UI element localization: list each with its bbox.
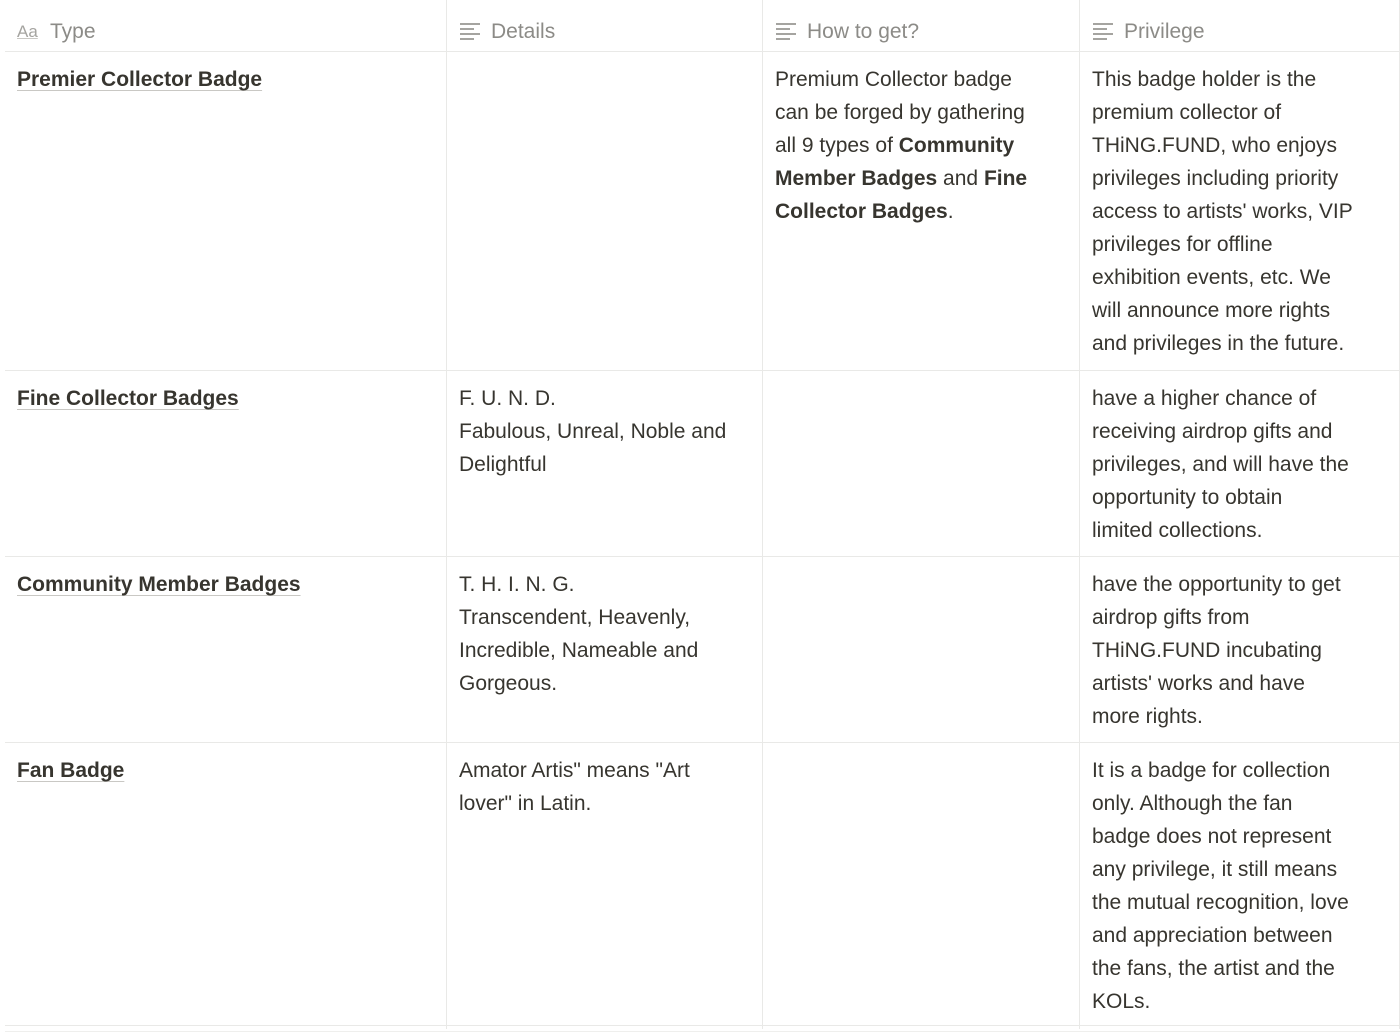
- text-line: THiNG.FUND, who enjoys: [1092, 134, 1338, 157]
- details-cell[interactable]: [447, 52, 763, 370]
- text-line: more rights.: [1092, 705, 1203, 728]
- how-to-get-cell[interactable]: [763, 743, 1080, 1029]
- text-line: and privileges in the future.: [1092, 332, 1345, 355]
- text-line: artists' works and have: [1092, 672, 1305, 695]
- column-header-how-to-get[interactable]: [763, 0, 1080, 51]
- type-cell[interactable]: [5, 743, 447, 1029]
- text-line: have the opportunity to get: [1092, 573, 1341, 596]
- row-title-link[interactable]: Premier Collector Badge: [17, 68, 263, 91]
- text-line: Incredible, Nameable and: [459, 639, 699, 662]
- text-line: and appreciation between: [1092, 924, 1333, 947]
- text-line: F. U. N. D.: [459, 387, 556, 410]
- text-line: all 9 types of Community: [775, 134, 1015, 157]
- column-header-privilege[interactable]: [1080, 0, 1400, 51]
- table-footer-divider: [5, 1031, 1400, 1032]
- text-line: any privilege, it still means: [1092, 858, 1338, 881]
- text-line: access to artists' works, VIP: [1092, 200, 1353, 223]
- text-lines-icon: [1092, 22, 1114, 40]
- text-line: opportunity to obtain: [1092, 486, 1283, 509]
- text-line: exhibition events, etc. We: [1092, 266, 1331, 289]
- type-cell[interactable]: [5, 371, 447, 556]
- text-line: Fabulous, Unreal, Noble and: [459, 420, 727, 443]
- text-line: Transcendent, Heavenly,: [459, 606, 691, 629]
- how-to-get-cell[interactable]: [763, 371, 1080, 556]
- table-row: [5, 52, 1400, 371]
- text-line: T. H. I. N. G.: [459, 573, 575, 596]
- text-line: privileges for offline: [1092, 233, 1273, 256]
- text-line: the mutual recognition, love: [1092, 891, 1349, 914]
- table-row: [5, 371, 1400, 557]
- row-title-link[interactable]: Community Member Badges: [17, 573, 301, 596]
- how-to-get-cell[interactable]: [763, 557, 1080, 742]
- text-line: receiving airdrop gifts and: [1092, 420, 1333, 443]
- text-line: airdrop gifts from: [1092, 606, 1250, 629]
- text-lines-icon: [459, 22, 481, 40]
- details-cell[interactable]: [447, 557, 763, 742]
- text-line: limited collections.: [1092, 519, 1263, 542]
- privilege-cell[interactable]: [1080, 743, 1400, 1029]
- text-line: Amator Artis" means "Art: [459, 759, 690, 782]
- privilege-cell[interactable]: [1080, 52, 1400, 370]
- column-header-label: Type: [50, 19, 96, 43]
- type-cell[interactable]: [5, 52, 447, 370]
- text-line: Gorgeous.: [459, 672, 558, 695]
- text-line: Delightful: [459, 453, 547, 476]
- text-line: Premium Collector badge: [775, 68, 1012, 91]
- text-property-icon: Aa: [17, 22, 38, 41]
- table-row: [5, 557, 1400, 743]
- privilege-cell[interactable]: [1080, 557, 1400, 742]
- column-header-details[interactable]: [447, 0, 763, 51]
- row-title-link[interactable]: Fan Badge: [17, 759, 125, 782]
- text-line: will announce more rights: [1092, 299, 1331, 322]
- row-title-link[interactable]: Fine Collector Badges: [17, 387, 239, 410]
- table-header-row: [5, 0, 1400, 52]
- text-line: privileges, and will have the: [1092, 453, 1349, 476]
- privilege-cell[interactable]: [1080, 371, 1400, 556]
- details-cell[interactable]: [447, 371, 763, 556]
- text-line: privileges including priority: [1092, 167, 1339, 190]
- badge-table: [5, 0, 1400, 1029]
- text-line: This badge holder is the: [1092, 68, 1317, 91]
- text-line: premium collector of: [1092, 101, 1282, 124]
- column-header-label: How to get?: [807, 19, 920, 43]
- type-cell[interactable]: [5, 557, 447, 742]
- details-cell[interactable]: [447, 743, 763, 1029]
- text-line: badge does not represent: [1092, 825, 1332, 848]
- column-header-type[interactable]: [5, 0, 447, 51]
- text-line: THiNG.FUND incubating: [1092, 639, 1322, 662]
- text-line: have a higher chance of: [1092, 387, 1317, 410]
- table-row: [5, 743, 1400, 1029]
- table-bottom-divider: [5, 1025, 1400, 1026]
- text-line: the fans, the artist and the: [1092, 957, 1335, 980]
- text-line: It is a badge for collection: [1092, 759, 1331, 782]
- text-line: lover" in Latin.: [459, 792, 592, 815]
- text-line: can be forged by gathering: [775, 101, 1025, 124]
- column-header-label: Details: [491, 19, 556, 43]
- text-line: Collector Badges.: [775, 200, 954, 223]
- column-header-label: Privilege: [1124, 19, 1205, 43]
- how-to-get-cell[interactable]: [763, 52, 1080, 370]
- text-line: KOLs.: [1092, 990, 1151, 1013]
- text-line: only. Although the fan: [1092, 792, 1293, 815]
- text-line: Member Badges and Fine: [775, 167, 1028, 190]
- text-lines-icon: [775, 22, 797, 40]
